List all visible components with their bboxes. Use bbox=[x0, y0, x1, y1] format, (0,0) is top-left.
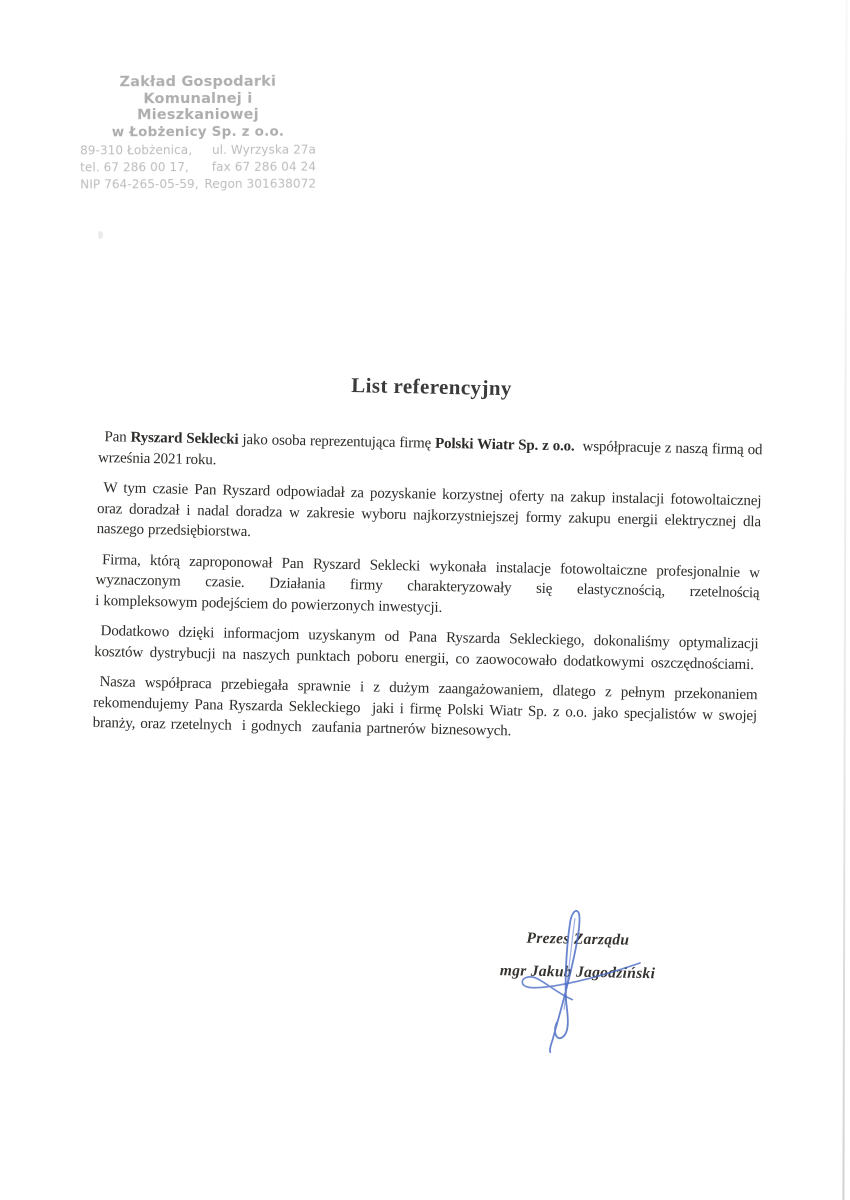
paragraph-savings: Dodatkowo dzięki informacjom uzyskanym od Pana Ryszarda Sekleckiego, dokonaliśmy optymalizacji kosztów dystrybucji na naszych punktach poboru energii, co zaowocowało dodatkowymi oszczędnościami. bbox=[94, 623, 759, 673]
scan-artifact-dot bbox=[98, 231, 103, 239]
paragraph-intro bbox=[98, 427, 763, 481]
stamp-org-line3: w Łobżenicy Sp. z o.o. bbox=[111, 123, 285, 140]
p1-text: współpracuje z naszą firmą od września 2021 roku. bbox=[97, 438, 763, 468]
stamp-postal: 89-310 Łobżenica, bbox=[80, 142, 193, 157]
letter-body bbox=[88, 362, 764, 986]
stamp-nip: NIP 764-265-05-59, bbox=[80, 176, 199, 191]
stamp-fax: fax 67 286 04 24 bbox=[211, 159, 317, 174]
stamp-org-line1: Zakład Gospodarki bbox=[119, 73, 277, 91]
letter-title: List referencyjny bbox=[351, 373, 513, 401]
stamp-street: ul. Wyrzyska 27a bbox=[211, 142, 317, 157]
signature-block bbox=[500, 928, 761, 986]
stamp-phone-row bbox=[80, 158, 316, 175]
p1-text: jako osoba reprezentująca firmę bbox=[238, 431, 436, 452]
company-name-bold: Polski Wiatr Sp. z o.o. bbox=[434, 435, 575, 455]
signer-role: Prezes Zarządu bbox=[526, 929, 630, 949]
company-stamp bbox=[80, 74, 316, 192]
stamp-ids-row bbox=[80, 175, 316, 192]
stamp-org-line2: Komunalnej i Mieszkaniowej bbox=[137, 90, 259, 124]
stamp-regon: Regon 301638072 bbox=[204, 176, 317, 191]
paragraph-installation: Firma, którą zaproponował Pan Ryszard Seklecki wykonała instalacje fotowoltaiczne profesjonalnie w wyznaczonym czasie. Działania firmy charakteryzowały się elastycznością, rzetelnością i kompleksowym podejściem do powierzonych inwestycji. bbox=[95, 551, 761, 616]
paragraph-services: W tym czasie Pan Ryszard odpowiadał za pozyskanie korzystnej oferty na zakup instalacji fotowoltaicznej oraz doradzał i nadal doradza w zakresie wyboru najkorzystniejszej formy zakupu energii elektrycznej dla naszego przedsiębiorstwa. bbox=[96, 480, 762, 541]
scan-edge-line bbox=[842, 0, 847, 1200]
stamp-address-row bbox=[80, 141, 316, 158]
stamp-tel: tel. 67 286 00 17, bbox=[80, 159, 189, 174]
paragraph-recommendation: Nasza współpraca przebiegała sprawnie i z dużym zaangażowaniem, dlatego z pełnym przekonaniem rekomendujemy Pana Ryszarda Sekleckiego jaki i firmę Polski Wiatr Sp. z o.o. jako specjalistów w swojej branży, oraz rzetelnych i godnych zaufania partnerów biznesowych. bbox=[92, 674, 758, 740]
p1-text: Pan bbox=[104, 429, 131, 446]
person-name-bold: Ryszard Seklecki bbox=[130, 429, 239, 448]
signer-name: mgr Jakub Jagodziński bbox=[499, 961, 656, 982]
